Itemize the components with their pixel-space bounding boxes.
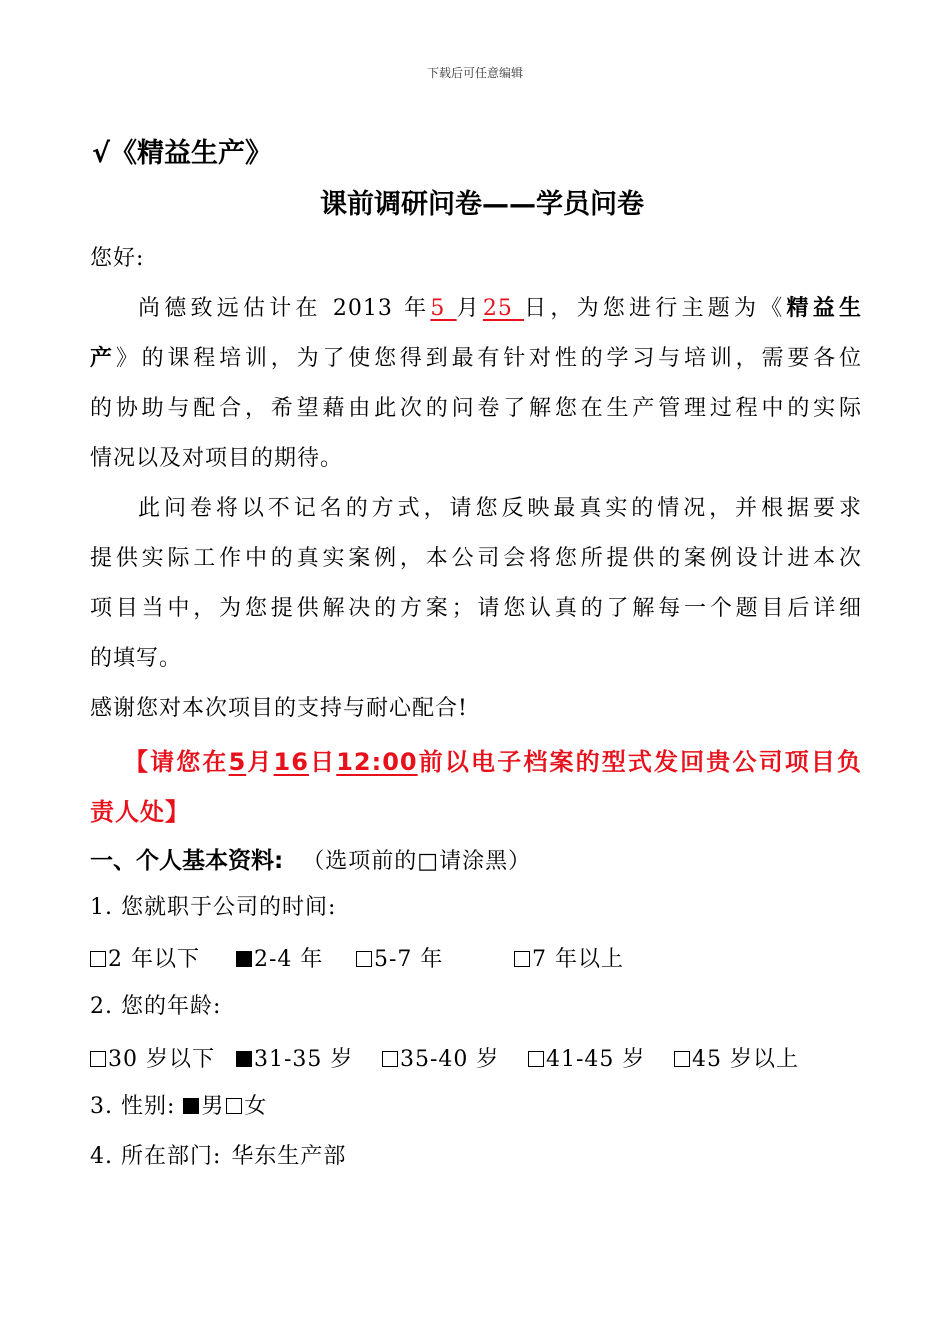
department-value: 华东生产部	[231, 1144, 347, 1169]
q1-label: 1. 您就职于公司的时间:	[90, 895, 337, 920]
page-header-note: 下载后可任意编辑	[426, 66, 523, 80]
q2-label: 2. 您的年龄:	[90, 994, 222, 1019]
q3-option-female[interactable]: 女	[226, 1094, 267, 1119]
thanks-line: 感谢您对本次项目的支持与耐心配合!	[90, 696, 468, 721]
deadline-notice-line2: 责人处】	[90, 798, 190, 826]
intro-p2-line3: 项目当中，为您提供解决的方案；请您认真的了解每一个题目后详细	[90, 596, 862, 621]
q2-option-1[interactable]: 30 岁以下	[90, 1042, 215, 1073]
survey-day: 25	[482, 296, 525, 321]
intro-p1-line3: 的协助与配合，希望藉由此次的问卷了解您在生产管理过程中的实际	[90, 396, 862, 421]
q1-option-1[interactable]: 2 年以下	[90, 942, 200, 973]
q2-option-5[interactable]: 45 岁以上	[674, 1042, 799, 1073]
q1-option-3[interactable]: 5-7 年	[356, 942, 443, 973]
course-title: √《精益生产》	[92, 138, 273, 169]
intro-p1-line2: 产》的课程培训，为了使您得到最有针对性的学习与培训，需要各位	[90, 346, 862, 371]
intro-p1-line1: 尚德致远估计在 2013 年5 月25 日，为您进行主题为《精益生	[138, 296, 862, 321]
section1-hint: （选项前的□请涂黑）	[302, 849, 532, 874]
intro-p2-line2: 提供实际工作中的真实案例，本公司会将您所提供的案例设计进本次	[90, 546, 862, 571]
q4-label: 4. 所在部门:	[90, 1144, 222, 1169]
survey-title: 课前调研问卷——学员问卷	[320, 189, 644, 220]
q2-option-2[interactable]: 31-35 岁	[236, 1042, 353, 1073]
checkbox-empty-icon[interactable]	[528, 1051, 544, 1067]
checkbox-filled-icon[interactable]	[183, 1098, 199, 1114]
q3-label: 3. 性别:	[90, 1094, 176, 1119]
q3-row	[90, 1092, 267, 1122]
checkbox-empty-icon[interactable]	[90, 1051, 106, 1067]
checkbox-filled-icon[interactable]	[236, 951, 252, 967]
checkbox-empty-icon[interactable]	[90, 951, 106, 967]
checkbox-empty-icon[interactable]	[674, 1051, 690, 1067]
survey-month: 5	[430, 296, 457, 321]
greeting: 您好:	[90, 246, 145, 271]
checkbox-empty-icon[interactable]	[514, 951, 530, 967]
deadline-notice-line1: 【请您在5月16日12:00前以电子档案的型式发回贵公司项目负	[124, 748, 863, 776]
checkbox-empty-icon[interactable]	[382, 1051, 398, 1067]
q3-option-male[interactable]: 男	[183, 1094, 224, 1119]
section1-heading: 一、个人基本资料:	[90, 848, 284, 874]
intro-p2-line1: 此问卷将以不记名的方式，请您反映最真实的情况，并根据要求	[138, 496, 862, 521]
q2-option-3[interactable]: 35-40 岁	[382, 1042, 499, 1073]
intro-p1-line4: 情况以及对项目的期待。	[90, 446, 344, 471]
q1-option-2[interactable]: 2-4 年	[236, 942, 323, 973]
checkbox-filled-icon[interactable]	[236, 1051, 252, 1067]
checkbox-empty-icon[interactable]	[226, 1098, 242, 1114]
q2-option-4[interactable]: 41-45 岁	[528, 1042, 645, 1073]
intro-p2-line4: 的填写。	[90, 646, 183, 671]
q1-option-4[interactable]: 7 年以上	[514, 942, 624, 973]
checkbox-empty-icon[interactable]	[356, 951, 372, 967]
q4-row	[90, 1142, 346, 1172]
section1-heading-row	[90, 842, 531, 877]
